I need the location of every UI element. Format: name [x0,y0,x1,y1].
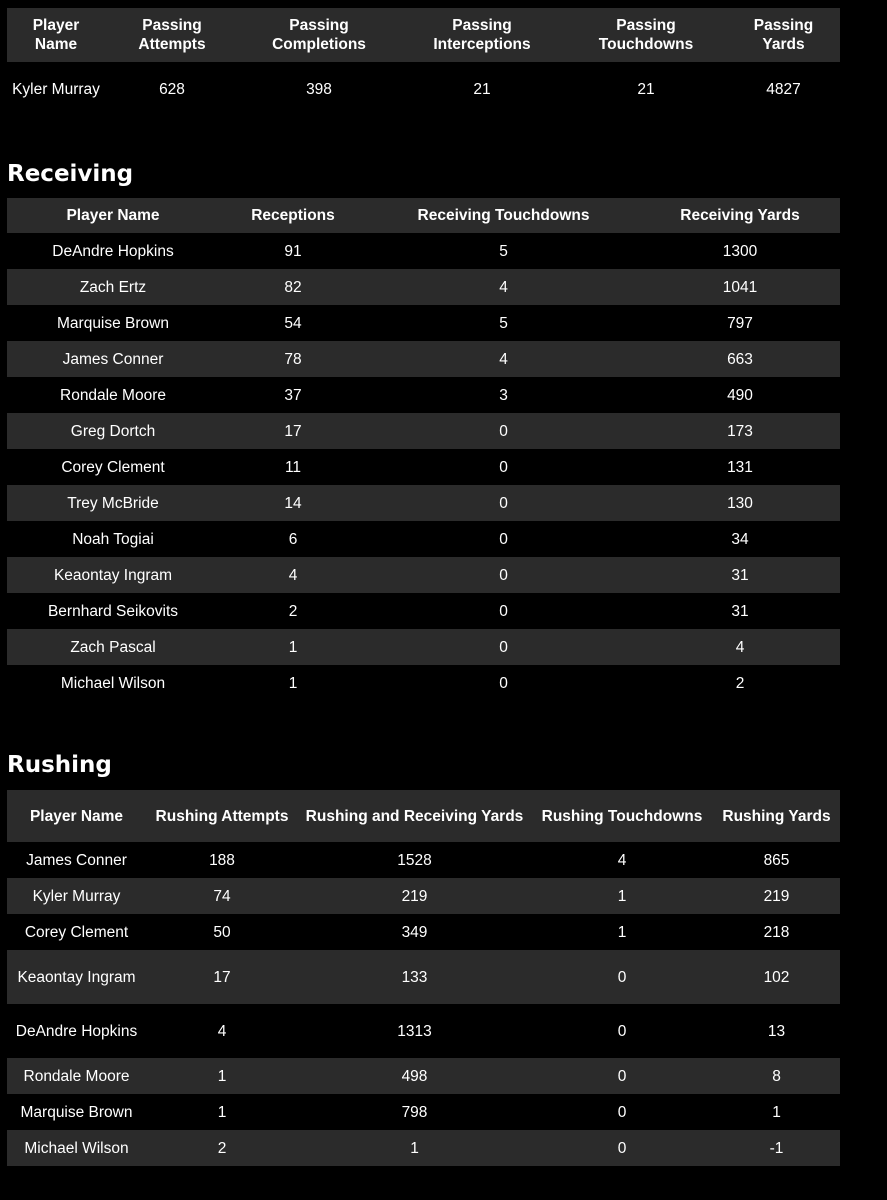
table-cell: 91 [284,242,302,260]
table-cell: 1 [531,878,713,914]
table-cell: 663 [640,341,840,377]
rushing-table [7,790,840,1166]
player-name-cell: DeAndre Hopkins [52,242,174,260]
table-cell: 14 [219,485,367,521]
table-cell: -1 [713,1130,840,1166]
table-cell: 13 [767,1022,786,1040]
table-row [7,341,840,377]
rushing-col-rush-rec-yards: Rushing and Receiving Yards [298,790,531,842]
table-cell: 82 [219,269,367,305]
table-row [7,413,840,449]
table-row [7,878,840,914]
table-cell: 11 [284,458,302,476]
table-row [7,62,840,116]
player-name-cell: Michael Wilson [60,674,166,692]
table-cell: 0 [367,629,640,665]
table-cell: 0 [367,485,640,521]
table-cell: 37 [284,386,302,404]
table-cell: 17 [146,950,298,1004]
table-cell: 0 [531,950,713,1004]
table-cell: 0 [617,1022,627,1040]
table-cell: 1 [219,629,367,665]
table-cell: 490 [727,386,753,404]
player-name-cell: Zach Pascal [7,629,219,665]
table-cell: 628 [159,80,185,98]
table-cell: 102 [713,950,840,1004]
player-name-cell: James Conner [26,851,127,869]
table-cell: 219 [713,878,840,914]
table-cell: 21 [637,80,655,98]
table-cell: 17 [219,413,367,449]
receiving-table [7,198,840,701]
table-cell: 34 [731,530,749,548]
table-cell: 188 [209,851,235,869]
table-row [7,269,840,305]
table-cell: 0 [499,458,508,476]
table-cell: 31 [640,557,840,593]
player-name-cell: Trey McBride [7,485,219,521]
table-cell: 6 [288,530,298,548]
player-name-cell: Rondale Moore [60,386,166,404]
table-cell: 0 [367,557,640,593]
player-name-cell: Noah Togiai [72,530,154,548]
table-cell: 50 [213,923,231,941]
table-cell: 1 [772,1103,781,1121]
table-row [7,485,840,521]
rushing-col-player-name: Player Name [7,790,146,842]
passing-col-attempts: Passing Attempts [105,8,239,62]
table-cell: 865 [763,851,790,869]
receiving-col-touchdowns: Receiving Touchdowns [367,198,640,233]
table-row [7,377,840,413]
player-name-cell: Marquise Brown [57,314,169,332]
passing-header-row [7,8,840,62]
player-name-cell: Keaontay Ingram [7,950,146,1004]
table-row [7,305,840,341]
player-name-cell: Kyler Murray [12,80,100,98]
table-cell: 8 [713,1058,840,1094]
rushing-rows [7,842,840,1166]
table-cell: 1 [217,1103,227,1121]
receiving-col-yards: Receiving Yards [640,198,840,233]
table-cell: 173 [640,413,840,449]
table-row [7,1130,840,1166]
player-name-cell: Bernhard Seikovits [47,602,179,620]
passing-col-completions: Passing Completions [239,8,399,62]
table-cell: 1528 [397,851,432,869]
table-cell: 4 [640,629,840,665]
passing-col-interceptions: Passing Interceptions [399,8,565,62]
receiving-col-receptions: Receptions [219,198,367,233]
table-cell: 2 [735,674,745,692]
table-row [7,914,840,950]
table-cell: 21 [473,80,491,98]
table-cell: 130 [640,485,840,521]
table-row [7,629,840,665]
table-row [7,842,840,878]
table-cell: 0 [617,1103,627,1121]
player-name-cell: Keaontay Ingram [7,557,219,593]
table-cell: 498 [298,1058,531,1094]
table-cell: 0 [499,674,508,692]
table-cell: 1 [146,1058,298,1094]
table-cell: 0 [499,602,508,620]
receiving-col-player-name: Player Name [7,198,219,233]
table-cell: 1300 [722,242,758,260]
table-cell: 2 [146,1130,298,1166]
player-name-cell: Corey Clement [61,458,165,476]
table-cell: 0 [531,1058,713,1094]
player-name-cell: DeAndre Hopkins [15,1022,138,1040]
table-cell: 4 [617,851,627,869]
passing-col-player-name: Player Name [7,8,105,62]
table-cell: 2 [288,602,298,620]
table-cell: 74 [146,878,298,914]
table-cell: 1 [617,923,627,941]
table-cell: 0 [531,1130,713,1166]
table-cell: 4 [217,1022,227,1040]
passing-table [7,8,840,116]
rushing-col-attempts: Rushing Attempts [146,790,298,842]
receiving-header-row [7,198,840,233]
player-name-cell: Greg Dortch [7,413,219,449]
player-name-cell: Marquise Brown [20,1103,133,1121]
rushing-header-row [7,790,840,842]
table-cell: 349 [401,923,428,941]
table-row [7,950,840,1004]
table-cell: 4 [367,341,640,377]
rushing-col-touchdowns: Rushing Touchdowns [531,790,713,842]
player-name-cell: Zach Ertz [7,269,219,305]
table-cell: 219 [298,878,531,914]
rushing-heading: Rushing [7,752,112,778]
rushing-col-yards: Rushing Yards [713,790,840,842]
table-cell: 31 [731,602,749,620]
receiving-rows [7,233,840,701]
receiving-heading: Receiving [7,161,134,187]
table-cell: 797 [727,314,753,332]
player-name-cell: Michael Wilson [7,1130,146,1166]
table-row [7,1058,840,1094]
table-cell: 218 [763,923,790,941]
table-cell: 1 [298,1130,531,1166]
table-cell: 1 [288,674,298,692]
table-cell: 398 [306,80,332,98]
table-cell: 798 [401,1103,428,1121]
table-row [7,1004,840,1058]
player-name-cell: Kyler Murray [7,878,146,914]
table-cell: 4 [219,557,367,593]
table-cell: 78 [219,341,367,377]
stats-page [7,8,840,1166]
table-row [7,557,840,593]
table-cell: 5 [499,242,508,260]
player-name-cell: Rondale Moore [7,1058,146,1094]
table-cell: 54 [284,314,302,332]
table-cell: 0 [499,530,508,548]
player-name-cell: James Conner [7,341,219,377]
table-cell: 1041 [640,269,840,305]
table-cell: 4 [367,269,640,305]
passing-col-yards: Passing Yards [727,8,840,62]
table-row [7,593,840,629]
player-name-cell: Corey Clement [24,923,129,941]
passing-col-touchdowns: Passing Touchdowns [565,8,727,62]
table-cell: 3 [499,386,508,404]
table-cell: 5 [499,314,508,332]
table-row [7,449,840,485]
table-cell: 0 [367,413,640,449]
table-cell: 131 [727,458,753,476]
table-cell: 1313 [397,1022,432,1040]
table-row [7,665,840,701]
table-cell: 133 [298,950,531,1004]
table-cell: 4827 [766,80,801,98]
table-row [7,1094,840,1130]
table-row [7,521,840,557]
table-row [7,233,840,269]
